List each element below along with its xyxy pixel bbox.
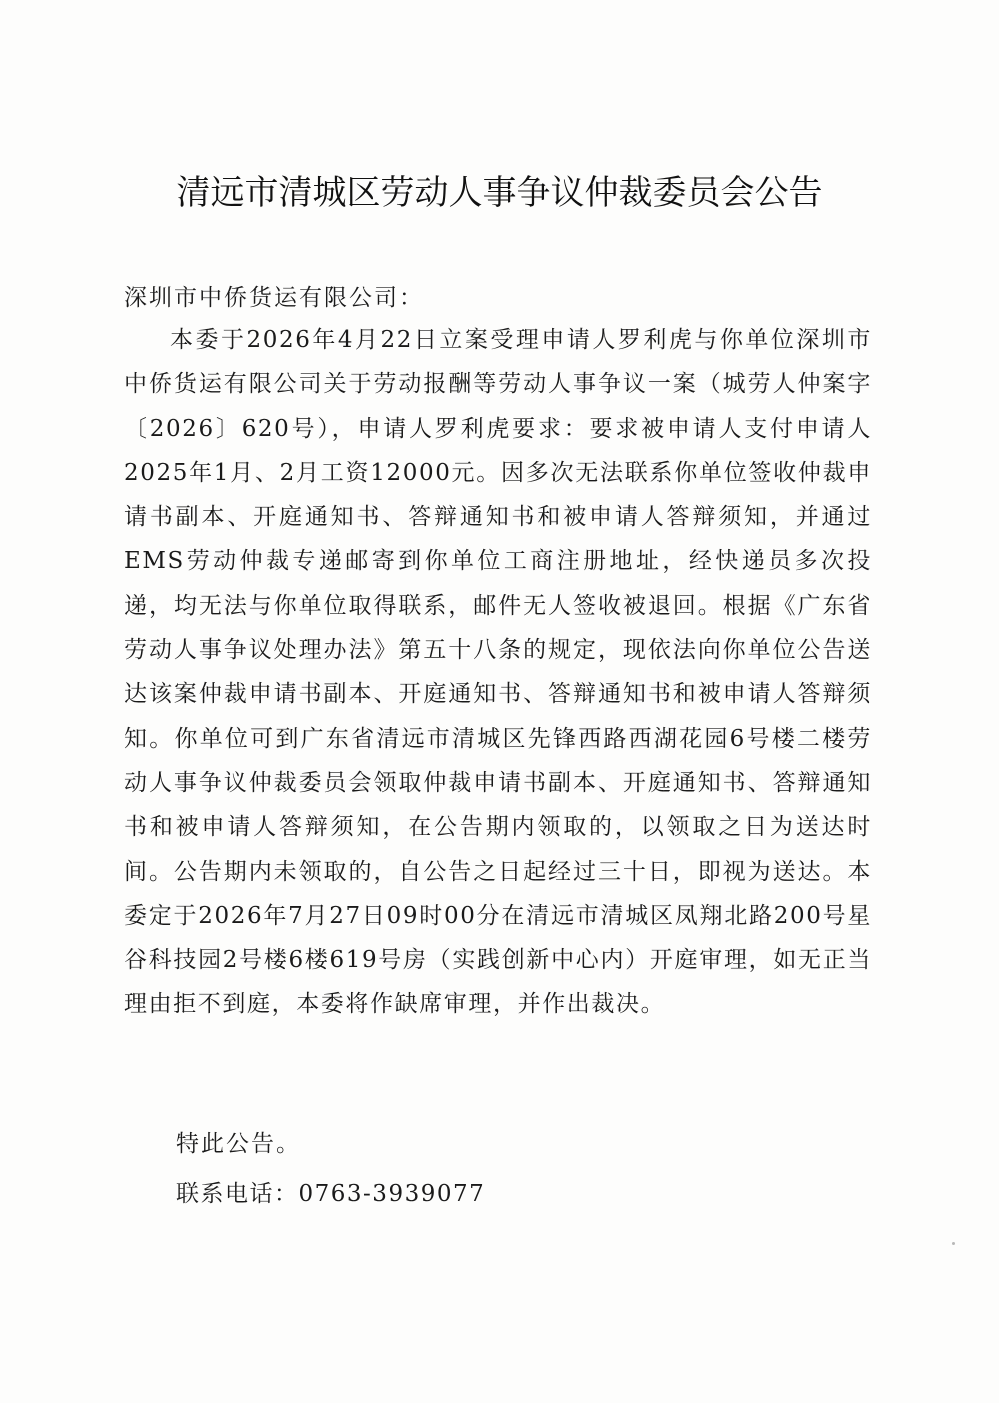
- scan-speck: [952, 1242, 955, 1245]
- notice-title: 清远市清城区劳动人事争议仲裁委员会公告: [176, 173, 823, 213]
- addressee: 深圳市中侨货运有限公司：: [124, 285, 424, 311]
- contact-phone: 联系电话：0763-3939077: [176, 1181, 486, 1207]
- closing-line: 特此公告。: [176, 1131, 301, 1157]
- notice-body: 本委于2026年4月22日立案受理申请人罗利虎与你单位深圳市中侨货运有限公司关于劳动报酬等劳动人事争议一案（城劳人仲案字〔2026〕620号），申请人罗利虎要求：要求被申请人支付申请人2025年1月、2月工资12000元。因多次无法联系你单位签收仲裁申请书副本、开庭通知书、答辩通知书和被申请人答辩须知，并通过EMS劳动仲裁专递邮寄到你单位工商注册地址，经快递员多次投递，均无法与你单位取得联系，邮件无人签收被退回。根据《广东省劳动人事争议处理办法》第五十八条的规定，现依法向你单位公告送达该案仲裁申请书副本、开庭通知书、答辩通知书和被申请人答辩须知。你单位可到广东省清远市清城区先锋西路西湖花园6号楼二楼劳动人事争议仲裁委员会领取仲裁申请书副本、开庭通知书、答辩通知书和被申请人答辩须知，在公告期内领取的，以领取之日为送达时间。公告期内未领取的，自公告之日起经过三十日，即视为送达。本委定于2026年7月27日09时00分在清远市清城区凤翔北路200号星谷科技园2号楼6楼619号房（实践创新中心内）开庭审理，如无正当理由拒不到庭，本委将作缺席审理，并作出裁决。: [124, 327, 872, 1018]
